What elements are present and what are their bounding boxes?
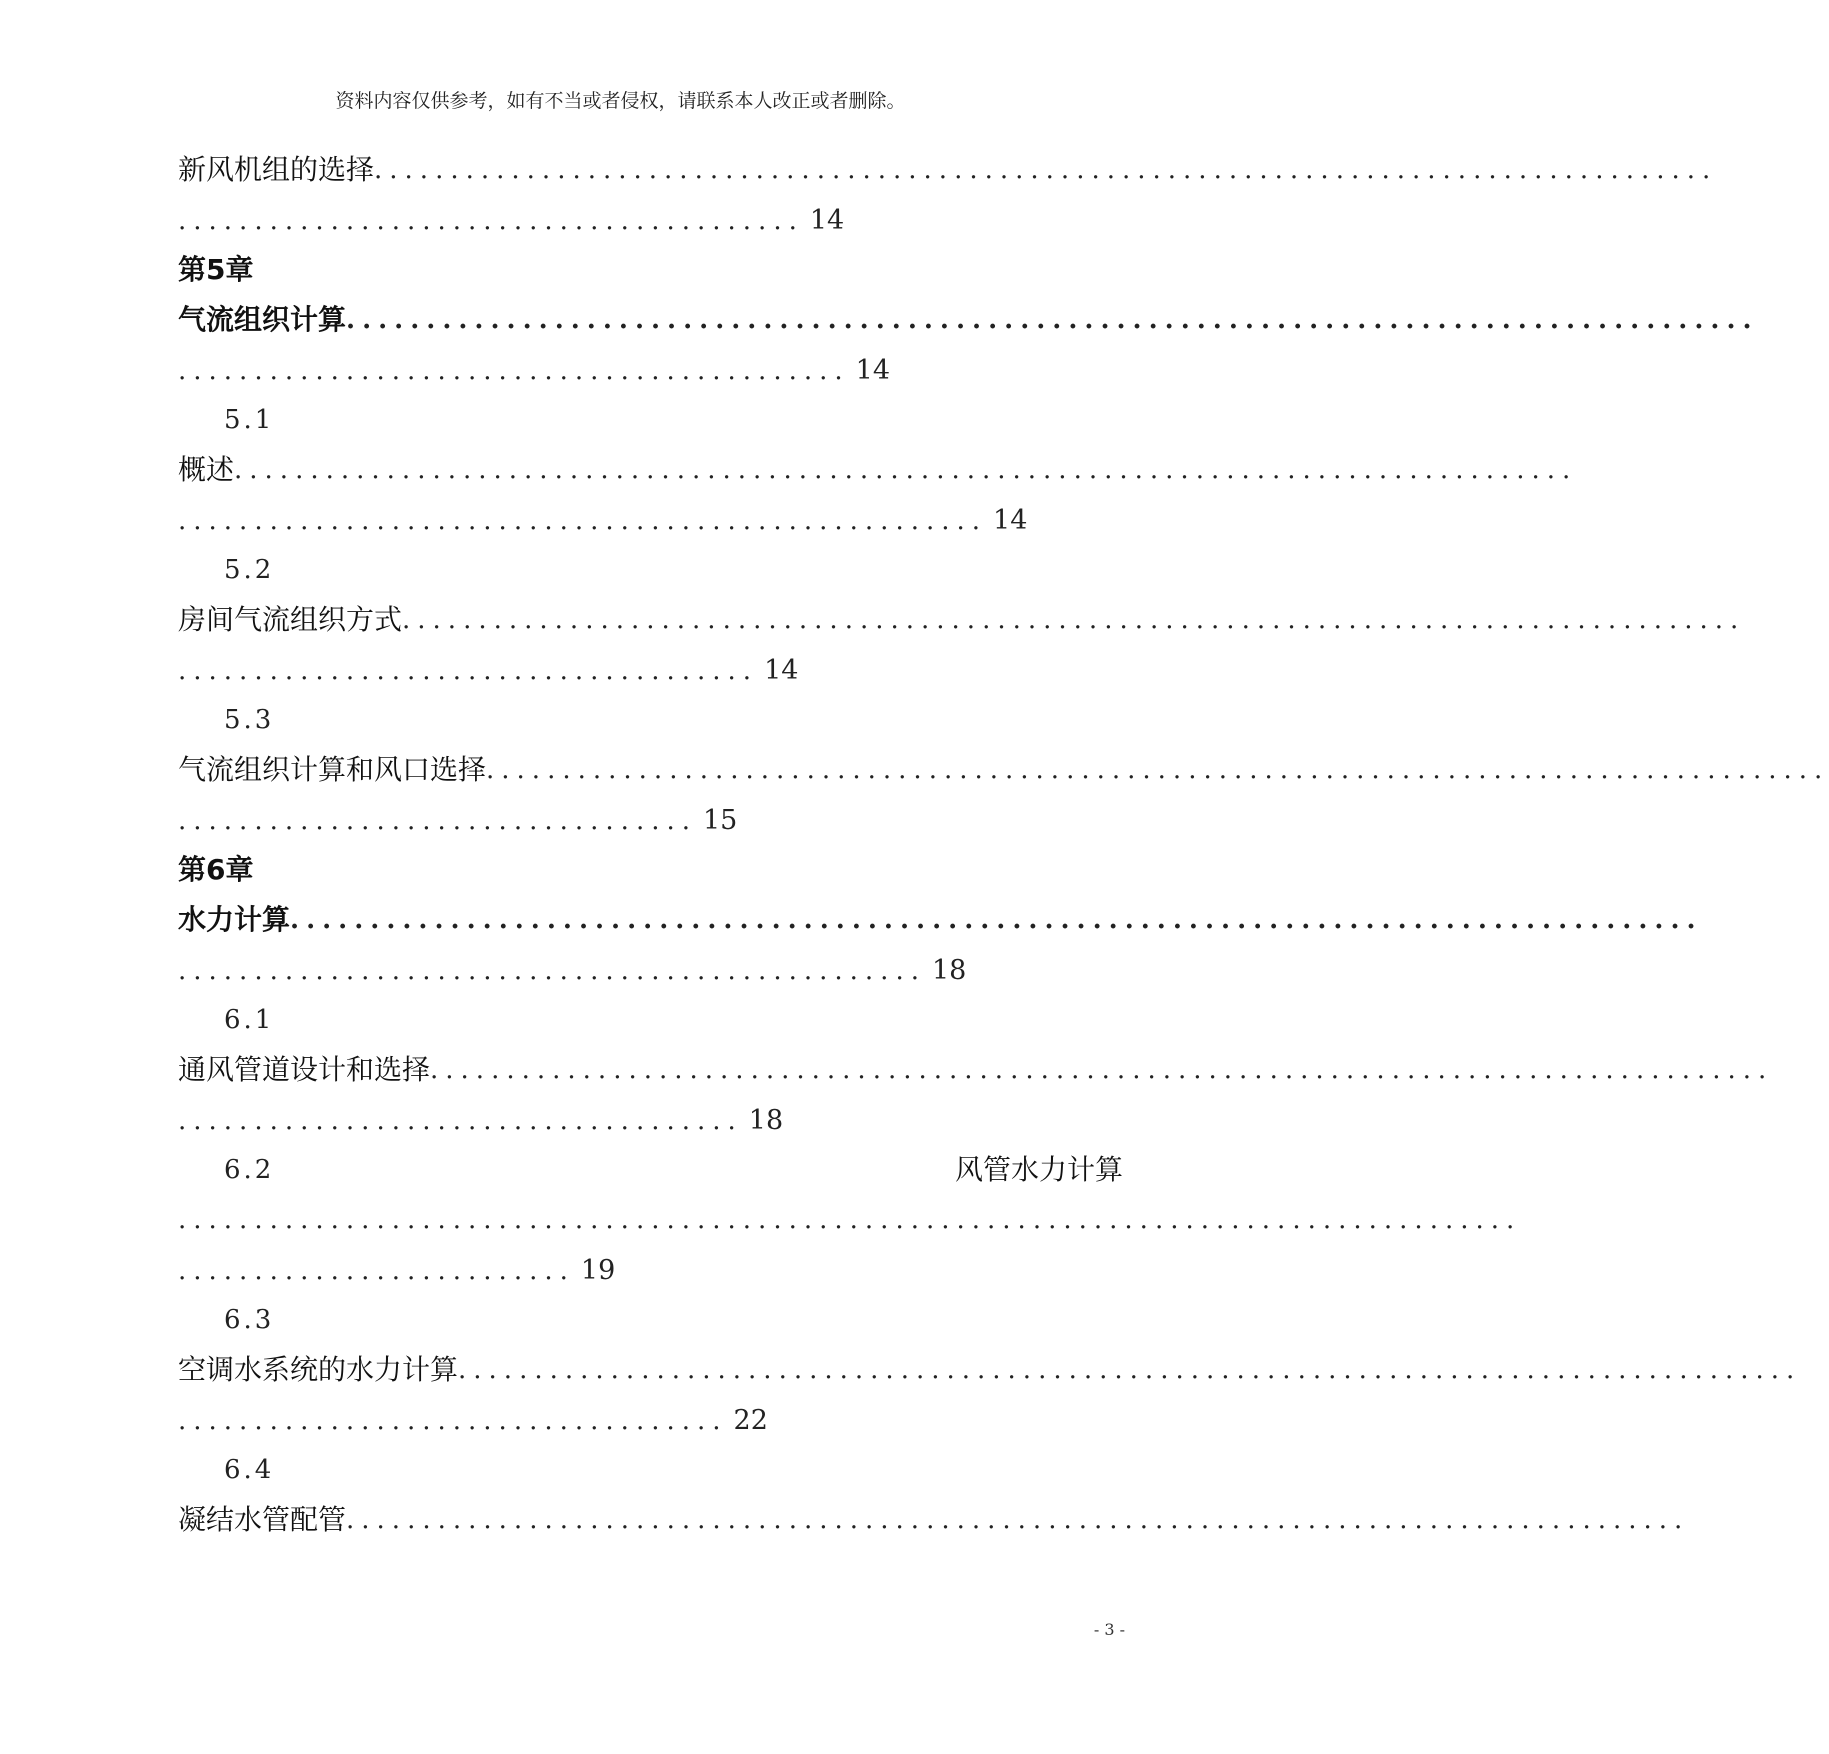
toc-section-number: 6.1: [224, 1005, 275, 1035]
toc-leader-dots: ........................................................................................: [346, 1505, 1690, 1535]
page-header-disclaimer: 资料内容仅供参考，如有不当或者侵权，请联系本人改正或者删除。: [335, 90, 906, 112]
toc-chapter-6-cont: [178, 948, 1118, 992]
toc-leader-dots: ..........................: [178, 1256, 575, 1286]
toc-entry-6-1-cont: [178, 1098, 1118, 1142]
toc-page-number: 19: [580, 1255, 616, 1286]
toc-entry-6-3[interactable]: [178, 1348, 1802, 1392]
toc-chapter-6-label: 第6章: [178, 853, 254, 886]
toc-entry-6-2: [178, 1198, 1522, 1242]
toc-leader-dots: ........................................................................................: [458, 1355, 1802, 1385]
toc-leader-dots: .................................................: [178, 956, 926, 986]
toc-leader-dots: ......................................: [178, 656, 759, 686]
toc-page-number: 14: [855, 355, 891, 386]
toc-entry-title: 通风管道设计和选择: [178, 1053, 431, 1086]
toc-leader-dots: ....................................: [178, 1406, 728, 1436]
toc-entry-5-2-cont: [178, 648, 1118, 692]
toc-section-number: 6.2: [224, 1155, 275, 1185]
toc-leader-dots: ........................................................................................: [486, 755, 1829, 785]
toc-entry-6-1[interactable]: [178, 1048, 1774, 1092]
toc-entry-title: 气流组织计算和风口选择: [178, 753, 487, 786]
toc-section-number: 6.4: [224, 1455, 275, 1485]
toc-entry-5-3-cont: [178, 798, 1118, 842]
toc-section-number: 5.1: [224, 405, 275, 435]
toc-leader-dots: ............................................: [178, 356, 850, 386]
toc-entry-6-2-title[interactable]: 风管水力计算: [954, 1153, 1123, 1186]
toc-entry-6-4[interactable]: [178, 1498, 1690, 1542]
toc-page-number: 15: [703, 805, 738, 836]
toc-leader-dots: ........................................................................................: [178, 1205, 1522, 1235]
toc-chapter-5[interactable]: [178, 298, 1759, 342]
toc-section-number: 6.3: [224, 1305, 275, 1335]
toc-entry-title: 房间气流组织方式: [178, 603, 403, 636]
toc-entry-title: 新风机组的选择: [178, 153, 375, 186]
toc-page-number: 14: [764, 655, 799, 686]
toc-entry-5-1-cont: [178, 498, 1118, 542]
toc-entry-5-3[interactable]: [178, 748, 1829, 792]
toc-entry-5-1[interactable]: [178, 448, 1578, 492]
toc-leader-dots: ..................................: [178, 806, 697, 836]
toc-page-number: 18: [748, 1105, 784, 1136]
toc-section-number: 5.3: [224, 705, 275, 735]
toc-section-number: 5.2: [224, 555, 275, 585]
toc-leader-dots: ........................................................................................: [234, 455, 1578, 485]
toc-entry-title: 气流组织计算: [178, 303, 347, 336]
toc-entry-title: 水力计算: [178, 903, 291, 936]
toc-entry-xinfeng[interactable]: [178, 148, 1718, 192]
toc-leader-dots: ........................................................................................: [346, 305, 1759, 335]
toc-chapter-5-cont: [178, 348, 1118, 392]
toc-leader-dots: .....................................: [178, 1106, 743, 1136]
toc-leader-dots: ........................................................................................: [374, 155, 1718, 185]
toc-entry-5-2[interactable]: [178, 598, 1746, 642]
toc-page-number: 18: [931, 955, 967, 986]
toc-entry-6-3-cont: [178, 1398, 1118, 1442]
toc-page-number: 22: [733, 1405, 768, 1436]
toc-entry-6-2-cont: [178, 1248, 1118, 1292]
toc-leader-dots: ........................................................................................: [402, 605, 1746, 635]
toc-leader-dots: .........................................: [178, 206, 804, 236]
toc-leader-dots: ........................................................................................: [290, 905, 1703, 935]
toc-entry-title: 凝结水管配管: [178, 1503, 347, 1536]
toc-entry-title: 空调水系统的水力计算: [178, 1353, 459, 1386]
toc-chapter-5-label: 第5章: [178, 253, 254, 286]
toc-page-number: 14: [993, 505, 1028, 536]
page-number: - 3 -: [1093, 1620, 1125, 1639]
toc-leader-dots: ........................................................................................: [430, 1055, 1774, 1085]
toc-chapter-6[interactable]: [178, 898, 1703, 942]
toc-page-number: 14: [809, 205, 845, 236]
toc-leader-dots: .....................................................: [178, 506, 988, 536]
toc-entry-xinfeng-cont: [178, 198, 1118, 242]
toc-entry-title: 概述: [178, 453, 235, 486]
